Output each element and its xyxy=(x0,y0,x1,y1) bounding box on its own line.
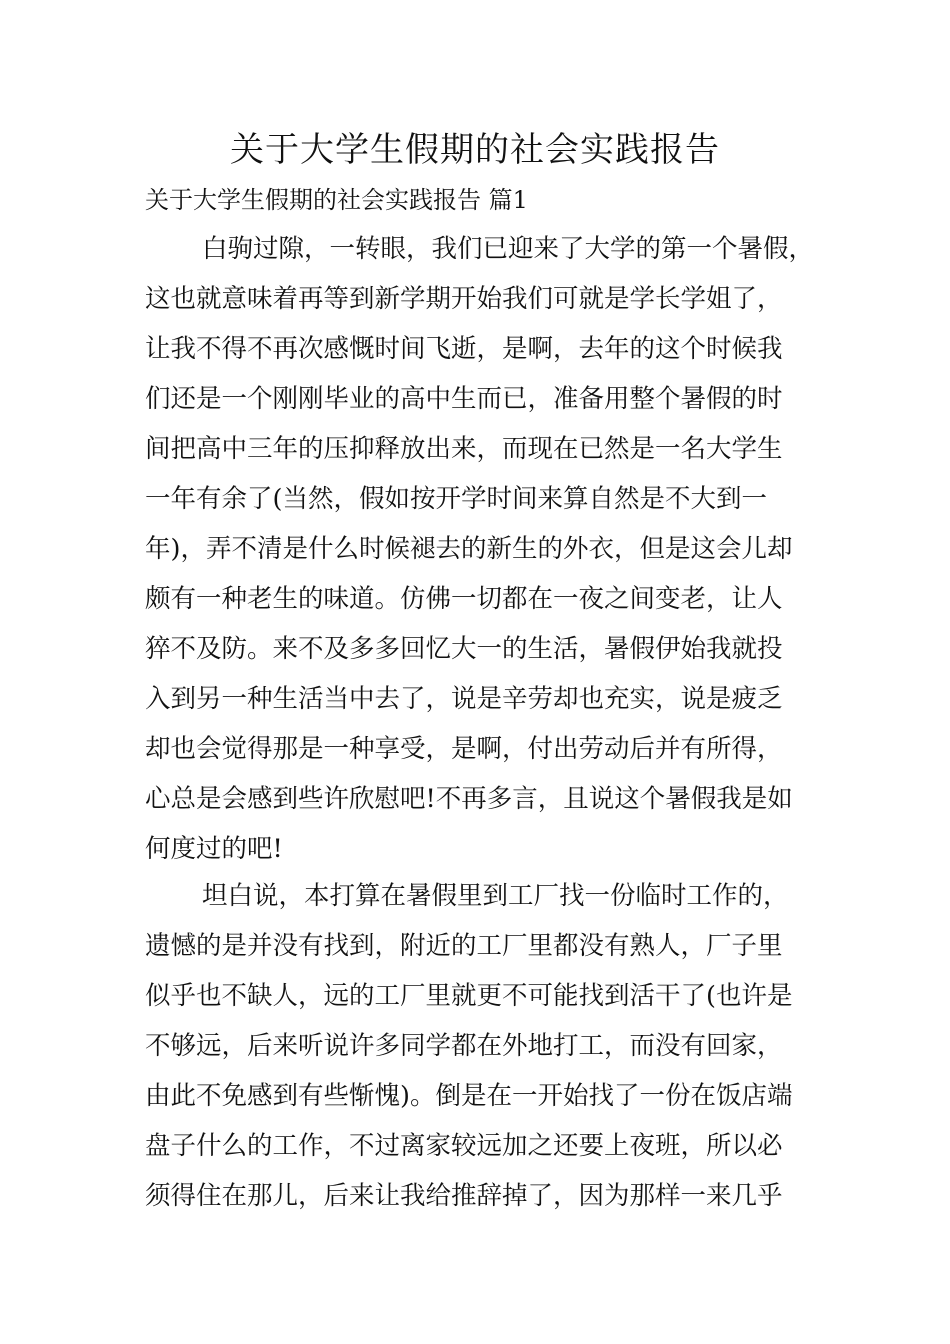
paragraph-line: 似乎也不缺人，远的工厂里就更不可能找到活干了(也许是 xyxy=(145,981,793,1011)
paragraph-line: 间把高中三年的压抑释放出来，而现在已然是一名大学生 xyxy=(145,434,783,464)
paragraph-line: 这也就意味着再等到新学期开始我们可就是学长学姐了， xyxy=(145,284,783,314)
paragraph-2 xyxy=(145,871,792,1221)
paragraph-line: 颇有一种老生的味道。仿佛一切都在一夜之间变老，让人 xyxy=(145,584,783,614)
paragraph-line: 不够远，后来听说许多同学都在外地打工，而没有回家， xyxy=(145,1031,783,1061)
paragraph-line: 遗憾的是并没有找到，附近的工厂里都没有熟人，厂子里 xyxy=(145,931,783,961)
paragraph-line: 让我不得不再次感慨时间飞逝，是啊，去年的这个时候我 xyxy=(145,334,783,364)
document-title: 关于大学生假期的社会实践报告 xyxy=(230,130,720,170)
paragraph-line: 须得住在那儿，后来让我给推辞掉了，因为那样一来几乎 xyxy=(145,1181,783,1211)
paragraph-line: 坦白说，本打算在暑假里到工厂找一份临时工作的， xyxy=(202,881,789,911)
paragraph-1 xyxy=(145,224,814,874)
paragraph-line: 们还是一个刚刚毕业的高中生而已，准备用整个暑假的时 xyxy=(145,384,783,414)
paragraph-line: 一年有余了(当然，假如按开学时间来算自然是不大到一 xyxy=(145,484,767,514)
paragraph-line: 年)，弄不清是什么时候褪去的新生的外衣，但是这会儿却 xyxy=(145,534,793,564)
paragraph-line: 由此不免感到有些惭愧)。倒是在一开始找了一份在饭店端 xyxy=(145,1081,793,1111)
paragraph-line: 盘子什么的工作，不过离家较远加之还要上夜班，所以必 xyxy=(145,1131,783,1161)
paragraph-line: 白驹过隙，一转眼，我们已迎来了大学的第一个暑假， xyxy=(202,234,815,264)
paragraph-line: 心总是会感到些许欣慰吧!不再多言，且说这个暑假我是如 xyxy=(145,784,793,814)
paragraph-line: 猝不及防。来不及多多回忆大一的生活，暑假伊始我就投 xyxy=(145,634,783,664)
paragraph-line: 入到另一种生活当中去了，说是辛劳却也充实，说是疲乏 xyxy=(145,684,783,714)
paragraph-line: 何度过的吧! xyxy=(145,834,283,864)
paragraph-line: 却也会觉得那是一种享受，是啊，付出劳动后并有所得， xyxy=(145,734,783,764)
document-subtitle: 关于大学生假期的社会实践报告 篇1 xyxy=(145,186,528,214)
